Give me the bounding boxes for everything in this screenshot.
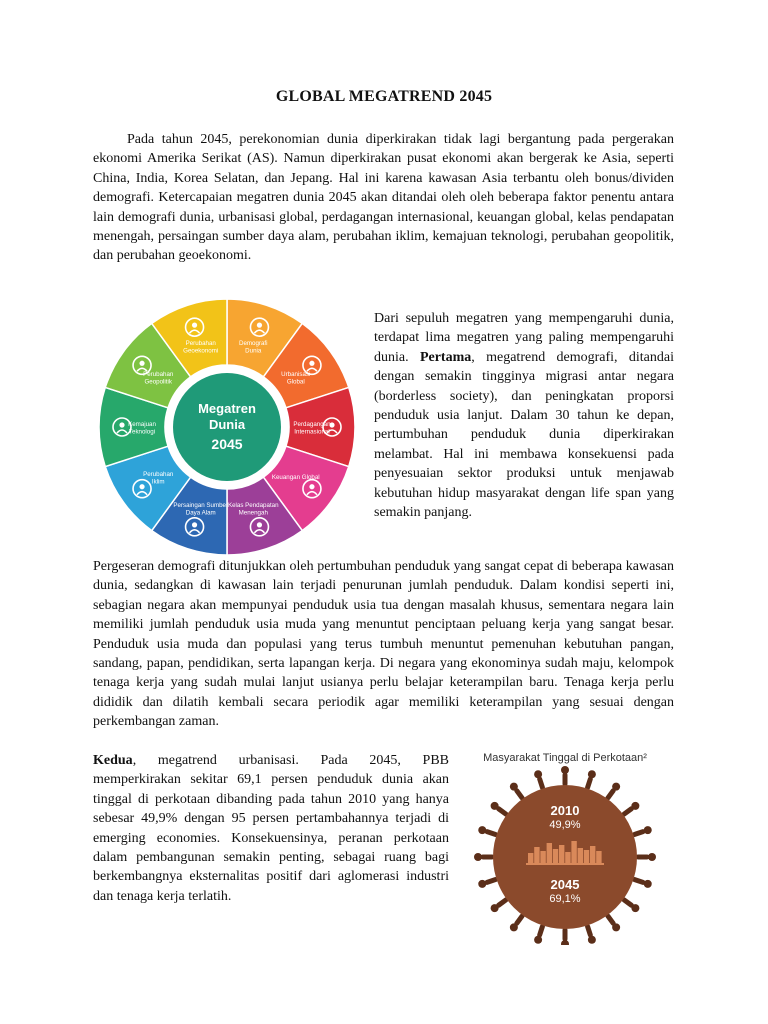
person-icon (499, 809, 506, 814)
person-head (510, 923, 518, 931)
wheel-label-line2: Teknologi (128, 428, 156, 436)
pct-2010: 49,9% (549, 819, 581, 831)
wheel-label: Kelas Pendapatan (227, 501, 279, 509)
person-icon (499, 900, 506, 905)
year-2010: 2010 (550, 803, 580, 818)
wheel-center-line1: Megatren (198, 401, 256, 416)
person-icon (608, 916, 613, 923)
person-head (491, 904, 499, 912)
person-head (534, 936, 542, 944)
wheel-label-line2: Internasional (294, 428, 330, 436)
person-head (588, 770, 596, 778)
person-head (561, 766, 569, 774)
person-head (534, 770, 542, 778)
wheel-label-line2: Menengah (238, 509, 268, 517)
p2-text-a: Dari sepuluh megatren yang mempengaruhi dunia, terdapat lima megatren yang paling mempengaruhi dunia. (374, 311, 674, 365)
p2-bold: Pertama (419, 349, 472, 365)
person-head (648, 853, 656, 861)
person-icon (517, 916, 522, 923)
person-head (631, 802, 639, 810)
person-icon (634, 880, 643, 883)
person-head (588, 936, 596, 944)
person-icon (608, 791, 613, 798)
wheel-label-line2: Iklim (151, 478, 165, 486)
wheel-center-line3: 2045 (211, 436, 243, 452)
person-icon (588, 926, 591, 935)
wheel-label: Demografi (238, 340, 268, 348)
wheel-label-line2: Global (286, 378, 305, 386)
person-head (612, 923, 620, 931)
person-head (644, 826, 652, 834)
wheel-label-line2: Geoekonomi (183, 347, 219, 355)
person-icon (517, 791, 522, 798)
person-icon (634, 832, 643, 835)
wheel-label: Perubahan (185, 340, 216, 348)
wheel-label: Keuangan Global (271, 473, 320, 481)
urban-population-infographic (470, 745, 660, 945)
urban-infographic-title: Masyarakat Tinggal di Perkotaan² (483, 752, 647, 764)
wheel-label: Persaingan Sumber (173, 501, 229, 509)
person-icon (624, 809, 631, 814)
document-title: GLOBAL MEGATREND 2045 (275, 88, 493, 105)
person-head (478, 880, 486, 888)
person-icon (540, 926, 543, 935)
year-2045: 2045 (550, 877, 580, 892)
person-icon (624, 900, 631, 905)
wheel-label-line2: Geopolitik (144, 378, 172, 386)
person-head (478, 826, 486, 834)
person-head (612, 783, 620, 791)
paragraph-urbanization (93, 751, 449, 906)
person-head (631, 904, 639, 912)
wheel-center-line2: Dunia (208, 417, 246, 432)
wheel-label: Urbanisasi (281, 371, 311, 379)
person-head (474, 853, 482, 861)
paragraph-first-megatrend (374, 309, 674, 522)
wheel-label-line2: Dunia (245, 347, 262, 355)
person-icon (540, 779, 543, 788)
person-icon (487, 832, 496, 835)
p2-text-b: , megatrend demografi, ditandai dengan semakin tingginya migrasi antar negara (borderless society), dan peningkatan proporsi penduduk usia lanjut. Dalam 30 tahun ke depan, pertumbuhan penduduk dunia diperkirakan melambat. Hal ini membawa konsekuensi pada penyesuaian sektor produksi untuk menjawab kebutuhan hidup masyarakat dengan life span yang semakin panjang. (374, 349, 674, 521)
wheel-label: Kemajuan (128, 421, 156, 428)
pct-2045: 69,1% (549, 893, 581, 905)
wheel-label: Perubahan (143, 371, 174, 379)
paragraph-intro: Pada tahun 2045, perekonomian dunia diperkirakan tidak lagi bergantung pada pergerakan ekonomi Amerika Serikat (AS). Namun diperkirakan pusat ekonomi akan bergerak ke Asia, seperti China, India, Korea Selatan, dan Jepang. Hal ini karena kawasan Asia terbantu oleh bonus/dividen demografi. Ketercapaian megatren dunia 2045 akan ditandai oleh oleh beberapa faktor penentu antara lain demografi dunia, urbanisasi global, perdagangan internasional, keuangan global, kelas pendapatan menengah, persaingan sumber daya alam, perubahan iklim, kemajuan teknologi, perubahan geopolitik, dan perubahan geoekonomi. (93, 132, 674, 264)
person-icon (487, 880, 496, 883)
person-icon (588, 779, 591, 788)
p4-text: , megatrend urbanisasi. Pada 2045, PBB memperkirakan sekitar 69,1 persen penduduk dunia akan tinggal di perkotaan dibanding pada tahun 2010 yang hanya sebesar 49,9% dengan 95 persen pertambahannya terjadi di emerging economies. Konsekuensinya, peranan perkotaan dalam pembangunan semakin penting, sebagai ruang bagi berkembangnya eksternalitas positif dari aglomerasi industri dan tenaga kerja terlatih. (93, 753, 449, 904)
person-head (491, 802, 499, 810)
p4-bold: Kedua (93, 753, 133, 768)
wheel-label: Perdagangan (293, 421, 331, 428)
person-head (510, 783, 518, 791)
person-head (561, 940, 569, 945)
wheel-label: Perubahan (143, 470, 174, 478)
megatrend-wheel (92, 298, 362, 556)
wheel-label-line2: Daya Alam (185, 509, 216, 517)
paragraph-demographic-shift: Pergeseran demografi ditunjukkan oleh pertumbuhan penduduk yang sangat cepat di beberapa kawasan dunia, sedangkan di kawasan lain terjadi penurunan jumlah penduduk. Dalam kondisi seperti ini, sebagian negara akan mempunyai penduduk usia tua dengan masalah khusus, sementara negara lain memiliki jumlah penduduk usia muda yang menuntut penciptaan peluang kerja yang sangat besar. Penduduk usia muda dan populasi yang terus tumbuh menuntut pemenuhan kebutuhan pangan, sandang, papan, pendidikan, serta lapangan kerja. Di negara yang ekonominya sudah maju, kelompok tenaga kerja yang sudah mulai lanjut usianya perlu belajar keterampilan baru. Tenaga kerja perlu dididik dan dilatih kembali secara periodik agar memiliki keterampilan yang sesuai dengan perkembangan zaman. (93, 559, 674, 730)
person-head (644, 880, 652, 888)
